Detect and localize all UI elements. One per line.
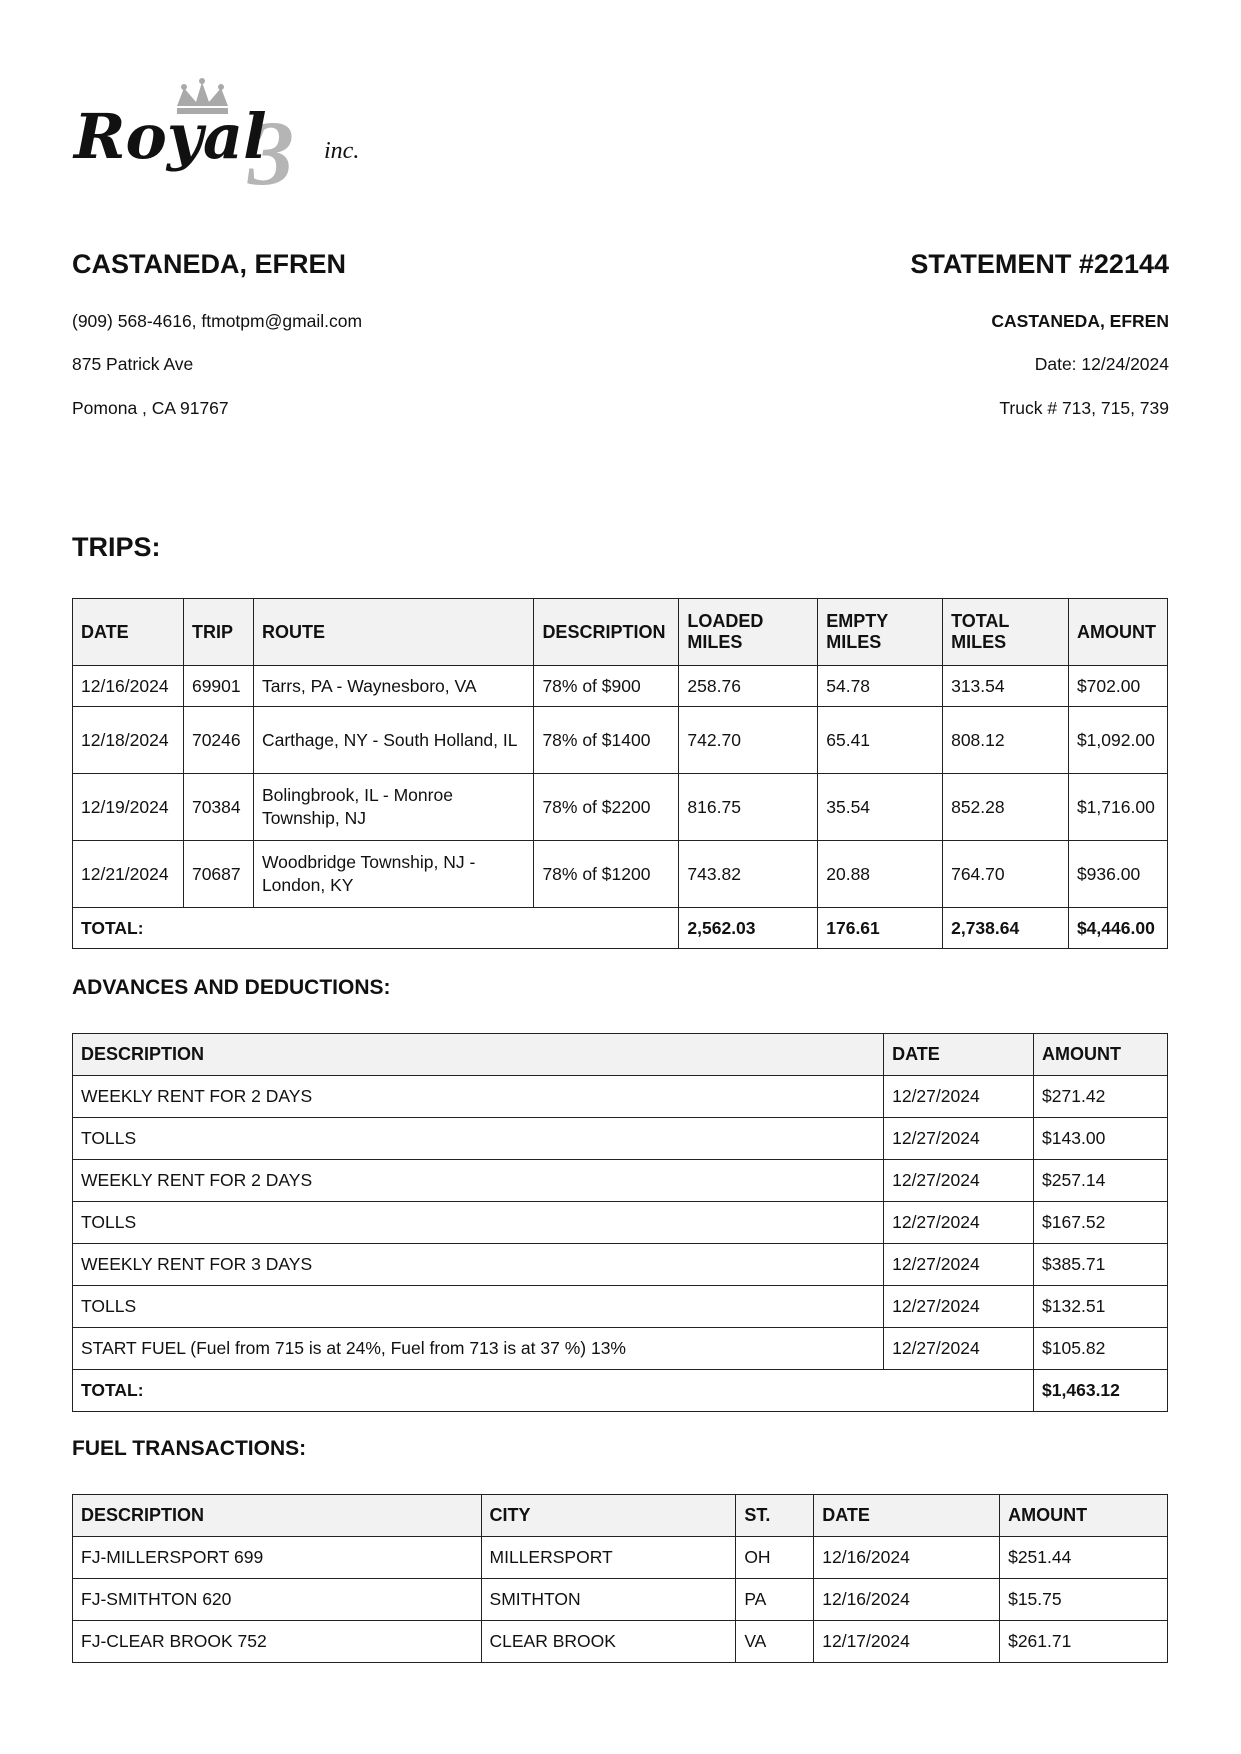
fuel-header-row [73, 1495, 1168, 1537]
trips-heading: TRIPS: [72, 532, 161, 562]
trips-total-amount: $4,446.00 [1068, 908, 1167, 949]
trip-loaded-miles: 258.76 [679, 666, 818, 707]
fuel-col-city: CITY [481, 1495, 736, 1537]
driver-name: CASTANEDA, EFREN [72, 249, 347, 279]
table-row [73, 1579, 1168, 1621]
fuel-table [72, 1494, 1168, 1663]
fuel-amount: $15.75 [1000, 1579, 1168, 1621]
fuel-city: MILLERSPORT [481, 1537, 736, 1579]
trip-route: Carthage, NY - South Holland, IL [253, 707, 533, 774]
advance-amount: $385.71 [1034, 1244, 1168, 1286]
advance-description: TOLLS [73, 1118, 884, 1160]
trip-description: 78% of $900 [534, 666, 679, 707]
advance-date: 12/27/2024 [884, 1244, 1034, 1286]
fuel-state: VA [736, 1621, 814, 1663]
table-row [73, 1286, 1168, 1328]
trips-col-total-miles: TOTAL MILES [943, 599, 1069, 666]
advance-date: 12/27/2024 [884, 1202, 1034, 1244]
fuel-description: FJ-CLEAR BROOK 752 [73, 1621, 482, 1663]
trip-date: 12/21/2024 [73, 841, 184, 908]
trips-total-empty: 176.61 [818, 908, 943, 949]
trips-col-empty-miles: EMPTY MILES [818, 599, 943, 666]
trip-total-miles: 852.28 [943, 774, 1069, 841]
trip-loaded-miles: 742.70 [679, 707, 818, 774]
statement-truck: Truck # 713, 715, 739 [999, 398, 1169, 418]
advances-total-row [73, 1370, 1168, 1412]
trip-number: 70687 [183, 841, 253, 908]
table-row [73, 1202, 1168, 1244]
trips-table [72, 598, 1168, 949]
advance-amount: $105.82 [1034, 1328, 1168, 1370]
trips-total-loaded: 2,562.03 [679, 908, 818, 949]
trip-amount: $936.00 [1068, 841, 1167, 908]
advances-total-amount: $1,463.12 [1034, 1370, 1168, 1412]
advances-header-row [73, 1034, 1168, 1076]
fuel-date: 12/16/2024 [814, 1537, 1000, 1579]
table-row [73, 707, 1168, 774]
fuel-col-amount: AMOUNT [1000, 1495, 1168, 1537]
trips-total-miles: 2,738.64 [943, 908, 1069, 949]
logo-numeral: 3 [248, 102, 294, 196]
fuel-description: FJ-SMITHTON 620 [73, 1579, 482, 1621]
trip-date: 12/18/2024 [73, 707, 184, 774]
trips-col-description: DESCRIPTION [534, 599, 679, 666]
advance-date: 12/27/2024 [884, 1286, 1034, 1328]
trip-empty-miles: 65.41 [818, 707, 943, 774]
advance-description: WEEKLY RENT FOR 2 DAYS [73, 1076, 884, 1118]
trips-total-row [73, 908, 1168, 949]
advance-amount: $257.14 [1034, 1160, 1168, 1202]
advance-description: START FUEL (Fuel from 715 is at 24%, Fuel from 713 is at 37 %) 13% [73, 1328, 884, 1370]
trip-number: 70246 [183, 707, 253, 774]
trip-description: 78% of $2200 [534, 774, 679, 841]
trip-date: 12/16/2024 [73, 666, 184, 707]
trips-total-label: TOTAL: [73, 908, 679, 949]
advance-amount: $143.00 [1034, 1118, 1168, 1160]
trip-empty-miles: 54.78 [818, 666, 943, 707]
table-row [73, 841, 1168, 908]
trip-date: 12/19/2024 [73, 774, 184, 841]
trip-route: Tarrs, PA - Waynesboro, VA [253, 666, 533, 707]
advances-total-label: TOTAL: [73, 1370, 1034, 1412]
statement-date: Date: 12/24/2024 [1034, 354, 1169, 374]
advance-date: 12/27/2024 [884, 1076, 1034, 1118]
trip-loaded-miles: 816.75 [679, 774, 818, 841]
trips-col-loaded-miles: LOADED MILES [679, 599, 818, 666]
table-row [73, 1244, 1168, 1286]
advances-heading: ADVANCES AND DEDUCTIONS: [72, 976, 391, 999]
table-row [73, 666, 1168, 707]
advance-amount: $271.42 [1034, 1076, 1168, 1118]
fuel-city: CLEAR BROOK [481, 1621, 736, 1663]
advance-amount: $132.51 [1034, 1286, 1168, 1328]
fuel-col-state: ST. [736, 1495, 814, 1537]
advance-description: TOLLS [73, 1286, 884, 1328]
advances-table [72, 1033, 1168, 1412]
trip-amount: $702.00 [1068, 666, 1167, 707]
table-row [73, 1328, 1168, 1370]
trip-total-miles: 764.70 [943, 841, 1069, 908]
trips-col-date: DATE [73, 599, 184, 666]
fuel-date: 12/17/2024 [814, 1621, 1000, 1663]
trips-col-route: ROUTE [253, 599, 533, 666]
advance-amount: $167.52 [1034, 1202, 1168, 1244]
company-logo [72, 76, 392, 196]
fuel-state: PA [736, 1579, 814, 1621]
advances-col-date: DATE [884, 1034, 1034, 1076]
fuel-col-description: DESCRIPTION [73, 1495, 482, 1537]
fuel-heading: FUEL TRANSACTIONS: [72, 1437, 307, 1460]
fuel-amount: $251.44 [1000, 1537, 1168, 1579]
trip-number: 69901 [183, 666, 253, 707]
table-row [73, 1621, 1168, 1663]
trip-amount: $1,092.00 [1068, 707, 1167, 774]
statement-name: CASTANEDA, EFREN [991, 311, 1169, 331]
trip-empty-miles: 35.54 [818, 774, 943, 841]
fuel-city: SMITHTON [481, 1579, 736, 1621]
trip-empty-miles: 20.88 [818, 841, 943, 908]
trip-description: 78% of $1400 [534, 707, 679, 774]
trip-route: Woodbridge Township, NJ - London, KY [253, 841, 533, 908]
trips-col-amount: AMOUNT [1068, 599, 1167, 666]
trips-header-row [73, 599, 1168, 666]
driver-address-line2: Pomona , CA 91767 [72, 398, 229, 418]
trip-total-miles: 313.54 [943, 666, 1069, 707]
fuel-amount: $261.71 [1000, 1621, 1168, 1663]
trip-total-miles: 808.12 [943, 707, 1069, 774]
trip-description: 78% of $1200 [534, 841, 679, 908]
logo-wordmark: Royal [74, 100, 267, 173]
driver-contact: (909) 568-4616, ftmotpm@gmail.com [72, 311, 363, 331]
table-row [73, 1537, 1168, 1579]
advance-description: WEEKLY RENT FOR 2 DAYS [73, 1160, 884, 1202]
crown-logo-icon [72, 76, 392, 196]
fuel-date: 12/16/2024 [814, 1579, 1000, 1621]
fuel-state: OH [736, 1537, 814, 1579]
trip-number: 70384 [183, 774, 253, 841]
advance-date: 12/27/2024 [884, 1160, 1034, 1202]
advance-date: 12/27/2024 [884, 1118, 1034, 1160]
advances-col-description: DESCRIPTION [73, 1034, 884, 1076]
statement-info [649, 248, 1169, 418]
logo-suffix: inc. [324, 138, 360, 164]
advance-date: 12/27/2024 [884, 1328, 1034, 1370]
table-row [73, 1118, 1168, 1160]
driver-address-line1: 875 Patrick Ave [72, 354, 194, 374]
table-row [73, 1160, 1168, 1202]
trip-amount: $1,716.00 [1068, 774, 1167, 841]
trip-loaded-miles: 743.82 [679, 841, 818, 908]
trips-col-trip: TRIP [183, 599, 253, 666]
statement-title: STATEMENT #22144 [910, 249, 1169, 279]
table-row [73, 1076, 1168, 1118]
fuel-description: FJ-MILLERSPORT 699 [73, 1537, 482, 1579]
driver-info [72, 248, 592, 418]
advance-description: WEEKLY RENT FOR 3 DAYS [73, 1244, 884, 1286]
table-row [73, 774, 1168, 841]
trip-route: Bolingbrook, IL - Monroe Township, NJ [253, 774, 533, 841]
advances-col-amount: AMOUNT [1034, 1034, 1168, 1076]
advance-description: TOLLS [73, 1202, 884, 1244]
fuel-col-date: DATE [814, 1495, 1000, 1537]
